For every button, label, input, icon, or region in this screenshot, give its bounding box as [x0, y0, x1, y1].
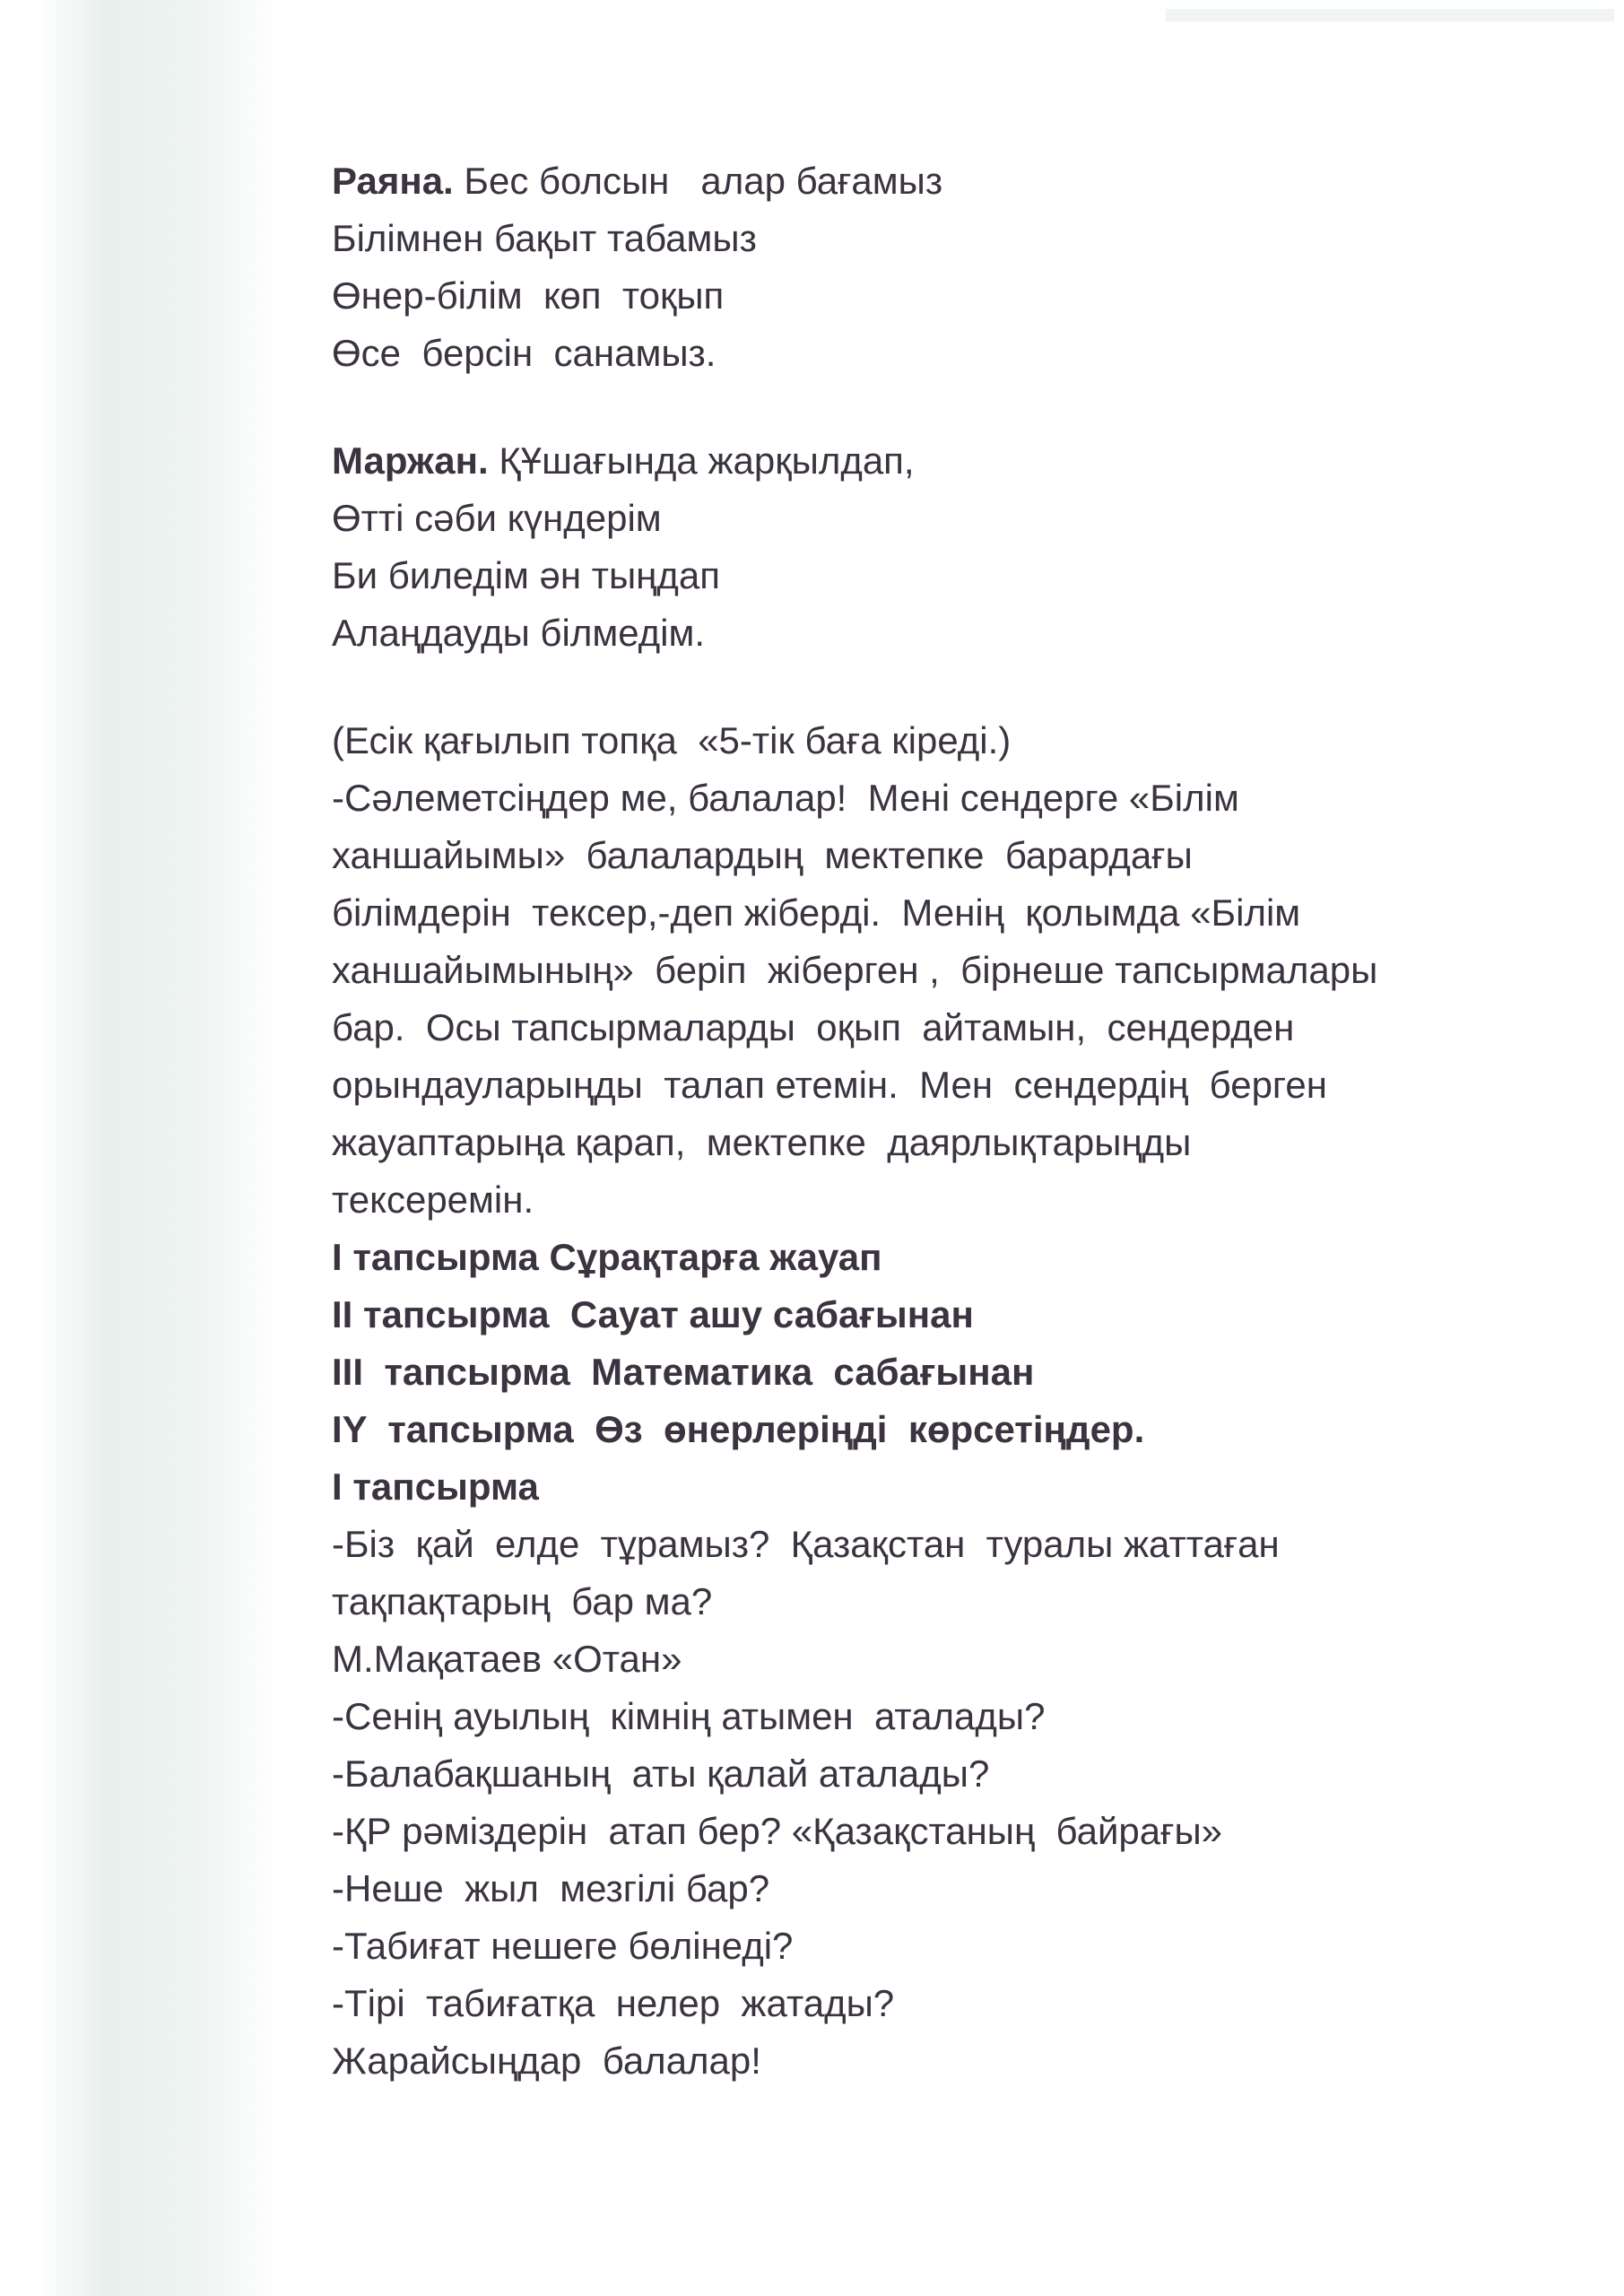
stanza-line: Білімнен бақыт табамыз: [332, 217, 757, 259]
task-list: [332, 1229, 1569, 1516]
scan-shadow-top: [1166, 9, 1614, 22]
question-line: -Сенің ауылың кімнің атымен аталады?: [332, 1695, 1046, 1737]
scan-shadow-strip: [36, 0, 278, 2296]
question-line: Жарайсыңдар балалар!: [332, 2039, 761, 2082]
speaker-name: Маржан.: [332, 439, 489, 482]
question-line: -ҚР рәміздерін атап бер? «Қазақстаның байрағы»: [332, 1810, 1223, 1852]
stanza-line: Өсе берсін санамыз.: [332, 332, 716, 374]
narration-line: тексеремін.: [332, 1178, 534, 1221]
narration-line: жауаптарыңа қарап, мектепке даярлықтарыңды: [332, 1121, 1192, 1163]
task-heading: І тапсырма: [332, 1465, 539, 1508]
question-list: [332, 1516, 1569, 2090]
narration-line: ханшайымының» беріп жіберген , бірнеше тапсырмалары: [332, 949, 1378, 991]
question-line: -Табиғат нешеге бөлінеді?: [332, 1925, 794, 1967]
task-heading: ІІ тапсырма Сауат ашу сабағынан: [332, 1293, 974, 1335]
stage-direction: (Есік қағылып топқа «5-тік баға кіреді.): [332, 719, 1012, 761]
narration-line: ханшайымы» балалардың мектепке барардағы: [332, 834, 1193, 876]
question-line: тақпақтарың бар ма?: [332, 1580, 713, 1622]
stanza-line: Маржан. ҚҰшағында жарқылдап,: [332, 439, 915, 482]
task-heading: ІІІ тапсырма Математика сабағынан: [332, 1351, 1035, 1393]
task-heading: І тапсырма Сұрақтарға жауап: [332, 1236, 882, 1278]
speaker-name: Раяна.: [332, 160, 454, 202]
question-line: -Біз қай елде тұрамыз? Қазақстан туралы жаттаған: [332, 1523, 1280, 1565]
document-body: [332, 152, 1569, 2090]
question-line: -Неше жыл мезгілі бар?: [332, 1867, 770, 1909]
stanza-line: Би биледім ән тыңдап: [332, 554, 720, 596]
narration-line: -Сәлеметсіңдер ме, балалар! Мені сендерге «Білім: [332, 777, 1239, 819]
stanza-marzhan: [332, 432, 1569, 662]
narration-line: білімдерін тексер,-деп жіберді. Менің қолымда «Білім: [332, 891, 1301, 934]
stanza-line: Раяна. Бес болсын алар бағамыз: [332, 160, 943, 202]
task-heading: ІY тапсырма Өз өнерлеріңді көрсетіңдер.: [332, 1408, 1145, 1450]
stanza-raiana: [332, 152, 1569, 382]
question-line: М.Мақатаев «Отан»: [332, 1638, 682, 1680]
stanza-line: Алаңдауды білмедім.: [332, 612, 706, 654]
narration-line: орындауларыңды талап етемін. Мен сендердің берген: [332, 1064, 1327, 1106]
narration: [332, 712, 1569, 1229]
question-line: -Балабақшаның аты қалай аталады?: [332, 1752, 990, 1795]
narration-line: бар. Осы тапсырмаларды оқып айтамын, сендерден: [332, 1006, 1295, 1048]
stanza-line: Өнер-білім көп тоқып: [332, 274, 725, 317]
question-line: -Тірі табиғатқа нелер жатады?: [332, 1982, 895, 2024]
stanza-line: Өтті сәби күндерім: [332, 497, 662, 539]
